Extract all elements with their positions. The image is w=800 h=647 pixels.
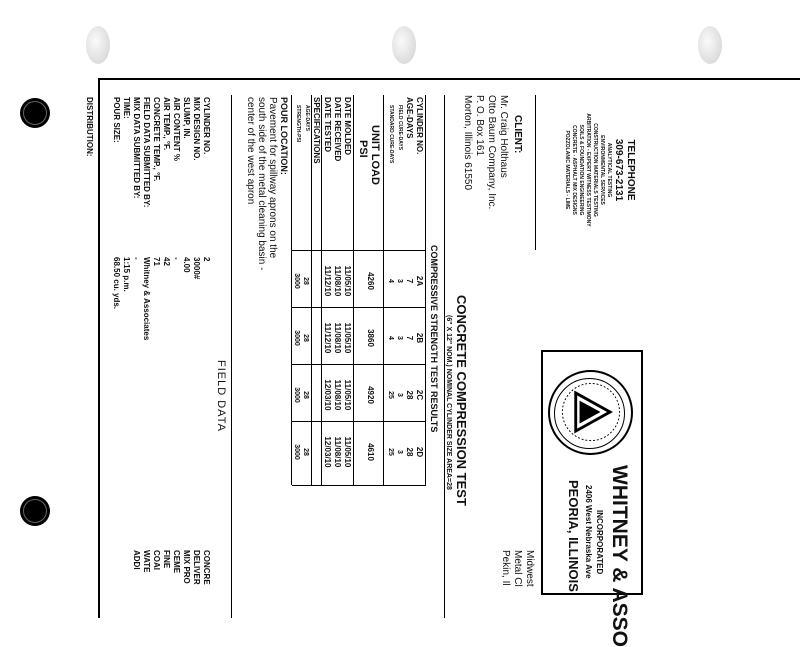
label-psi: PSI	[357, 140, 369, 158]
cell-field: 3	[396, 336, 403, 340]
field-data-right-label: COAI	[152, 550, 161, 570]
field-data-label: FIELD DATA SUBMITTED BY:	[142, 97, 151, 208]
pour-line: Pavement for spillway aprons on the	[267, 97, 278, 259]
cell-field: 3	[396, 393, 403, 397]
cell-cyl: 2B	[415, 332, 424, 344]
cell-molded: 11/05/10	[343, 265, 352, 297]
page-edge-top	[98, 78, 800, 80]
label-specifications: SPECIFICATIONS	[312, 97, 321, 164]
field-data-value: 71	[152, 257, 161, 266]
divider	[231, 95, 232, 618]
telephone-label: TELEPHONE	[625, 139, 636, 201]
cell-psi: 4920	[366, 386, 375, 404]
field-data-right-label: CEME	[172, 550, 181, 574]
field-data-label: SLUMP, IN.	[182, 97, 191, 139]
cell-psi: 3860	[366, 329, 375, 347]
cell-cyl: 2C	[415, 389, 424, 401]
field-data-label: MIX DATA SUBMITTED BY:	[132, 97, 141, 199]
company-seal	[548, 370, 633, 455]
field-data-value: -	[172, 257, 181, 260]
label-age: AGE-DAYS	[405, 97, 414, 139]
project-line: Midwest	[524, 550, 535, 587]
field-data-label: AIR TEMP., °F.	[162, 97, 171, 151]
cell-spec-psi: 3000	[293, 444, 300, 460]
service-line: ARBITRATION - EXPERT WITNESS TESTIMONY	[585, 113, 591, 227]
label-date-molded: DATE MOLDED	[343, 97, 352, 156]
cell-std: 25	[387, 448, 394, 456]
cell-std: 4	[387, 279, 394, 283]
service-line: ENVIRONMENTAL SERVICES	[599, 135, 605, 205]
cell-std: 25	[387, 391, 394, 399]
field-data-value: -	[132, 257, 141, 260]
field-data-value: 3000#	[192, 257, 201, 280]
field-data-value: Whitney & Associates	[142, 257, 151, 341]
cell-spec-age: 28	[302, 277, 309, 285]
label-spec-strength: STRENGTH-PSI	[295, 105, 301, 143]
cell-spec-psi: 3000	[293, 330, 300, 346]
field-data-label: TIME:	[122, 97, 131, 119]
cell-field: 3	[396, 450, 403, 454]
client-line: P. O. Box 161	[474, 95, 485, 156]
label-date-tested: DATE TESTED	[323, 97, 332, 152]
company-incorporated: INCORPORATED	[595, 510, 604, 575]
project-line: Metal Cl	[512, 550, 523, 587]
cell-age: 28	[405, 447, 414, 457]
company-address: 2406 West Nebraska Ave	[584, 485, 593, 579]
field-data-value: 2	[202, 257, 211, 262]
distribution-label: DISTRIBUTION:	[85, 97, 94, 157]
field-data-right-label: DELIVER	[192, 550, 201, 585]
field-data-right-label: CONCRE	[202, 550, 211, 585]
cell-spec-psi: 3000	[293, 273, 300, 289]
results-table	[291, 95, 426, 485]
field-data-value: 1:15 p.m.	[122, 257, 131, 292]
cell-age: 28	[405, 390, 414, 400]
cell-std: 4	[387, 336, 394, 340]
field-data-title: FIELD DATA	[215, 360, 227, 432]
cell-cyl: 2D	[415, 446, 424, 458]
field-data-label: CYLINDER NO.	[202, 97, 211, 155]
cell-tested: 12/03/10	[323, 436, 332, 468]
cell-spec-age: 28	[302, 334, 309, 342]
service-line: CONSTRUCTION MATERIALS TESTING	[592, 123, 598, 217]
field-data-right-label: WATE	[142, 550, 151, 573]
company-name: WHITNEY & ASSO	[608, 465, 631, 647]
cell-psi: 4260	[366, 272, 375, 290]
project-line: Pekin, Il	[500, 550, 511, 586]
service-line: SOILS & FOUNDATION ENGINEERING	[578, 124, 584, 216]
service-line: CONCRETE - ASPHALT MIX DESIGNS	[571, 125, 577, 215]
label-spec-age: AGE-DAYS	[304, 105, 310, 131]
client-line: Mr. Craig Holthaus	[498, 95, 509, 178]
cell-field: 3	[396, 279, 403, 283]
client-label: CLIENT:	[512, 115, 523, 154]
report-subtitle: (6" X 12" NOM.) NOMINAL CYLINDER SIZE AREA=28	[445, 315, 452, 490]
divider	[535, 95, 536, 250]
pour-location-label: POUR LOCATION:	[279, 97, 289, 175]
company-city: PEORIA, ILLINOIS	[566, 480, 581, 592]
report-title: CONCRETE COMPRESSION TEST	[454, 295, 469, 506]
binder-hole	[392, 26, 416, 64]
cell-received: 11/08/10	[333, 322, 342, 354]
label-unit-load: UNIT LOAD	[369, 125, 381, 185]
cell-molded: 11/05/10	[343, 322, 352, 354]
telephone-number: 309-673-2131	[613, 138, 624, 202]
section-title: COMPRESSIVE STRENGTH TEST RESULTS	[429, 245, 439, 433]
label-cylinder: CYLINDER NO.	[415, 97, 424, 155]
cell-spec-age: 28	[302, 448, 309, 456]
cell-received: 11/08/10	[333, 436, 342, 468]
rotated-report-page	[0, 95, 638, 647]
cell-psi: 4610	[366, 443, 375, 461]
cell-tested: 11/12/10	[323, 265, 332, 297]
field-data-value: 68.50 cu. yds.	[112, 257, 121, 310]
service-line: POZZOLANIC MATERIALS - LIME	[564, 130, 570, 210]
label-standard-cure: STANDARD CURE-DAYS	[388, 105, 394, 164]
cell-molded: 11/05/10	[343, 436, 352, 468]
client-line: Morton, Illinois 61550	[462, 95, 473, 191]
binder-hole	[698, 26, 722, 64]
cell-spec-age: 28	[302, 391, 309, 399]
field-data-label: AIR CONTENT %	[172, 97, 181, 161]
field-data-right-label: FINE	[162, 550, 171, 569]
field-data-label: MIX DESIGN NO.	[192, 97, 201, 161]
service-line: ANALYTICAL TESTING	[606, 142, 612, 198]
label-field-cure: FIELD CURE-DAYS	[397, 105, 403, 151]
cell-molded: 11/05/10	[343, 379, 352, 411]
pour-line: south side of the metal cleaning basin -	[256, 97, 267, 271]
cell-tested: 12/03/10	[323, 379, 332, 411]
cell-age: 7	[405, 278, 414, 284]
label-date-received: DATE RECEIVED	[333, 97, 342, 162]
field-data-value: 42	[162, 257, 171, 266]
cell-age: 7	[405, 335, 414, 341]
field-data-right-label: ADDI	[132, 550, 141, 570]
field-data-right-label: MIX PRO	[182, 550, 191, 584]
pour-line: center of the west apron	[245, 97, 256, 205]
cell-spec-psi: 3000	[293, 387, 300, 403]
cell-tested: 11/12/10	[323, 322, 332, 354]
cell-received: 11/08/10	[333, 265, 342, 297]
seal-emblem-icon	[550, 372, 631, 453]
client-line: Otto Baum Company, Inc.	[486, 95, 497, 210]
binder-hole	[86, 26, 110, 64]
field-data-value: 4.00	[182, 257, 191, 273]
field-data-label: CONCRETE TEMP., °F.	[152, 97, 161, 182]
field-data-label: POUR SIZE:	[112, 97, 121, 143]
cell-cyl: 2A	[415, 275, 424, 287]
cell-received: 11/08/10	[333, 379, 342, 411]
